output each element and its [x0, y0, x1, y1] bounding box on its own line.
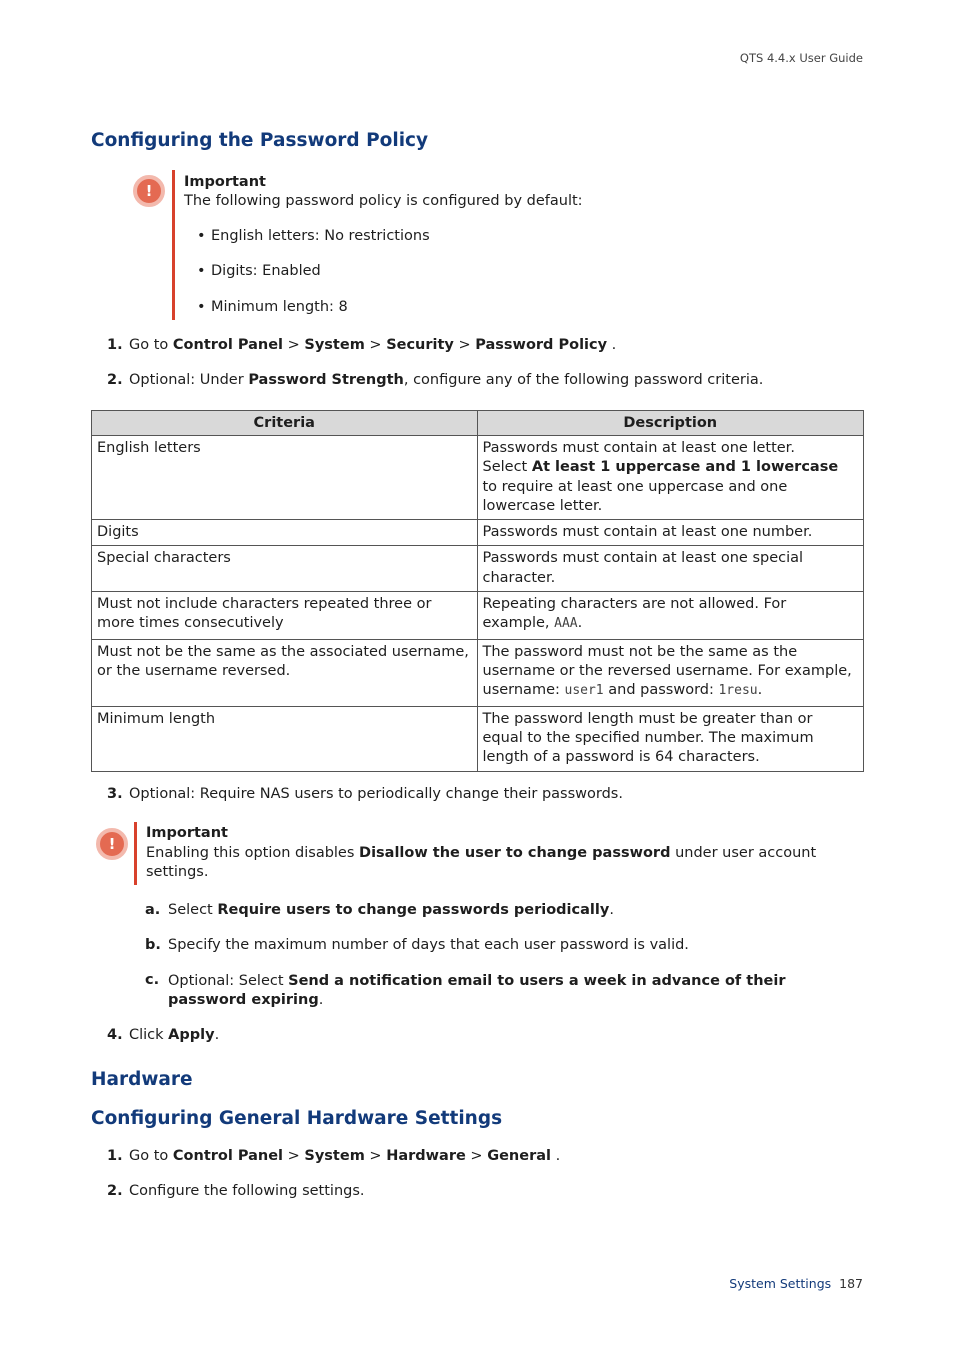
footer-section: System Settings — [729, 1276, 832, 1291]
note-text: Enabling this option disables Disallow the user to change password under user account settings. — [146, 845, 817, 881]
note-title: Important — [184, 174, 266, 190]
page-footer — [729, 1276, 863, 1291]
table-cell: Special characters — [92, 546, 478, 591]
table-row — [92, 436, 864, 520]
note-bar — [134, 822, 137, 885]
table-cell: Repeating characters are not allowed. For example, AAA. — [477, 591, 864, 639]
table-row — [92, 520, 864, 546]
subsection-heading: Configuring General Hardware Settings — [91, 1108, 503, 1129]
running-header: QTS 4.4.x User Guide — [739, 51, 863, 65]
table-cell: Passwords must contain at least one number. — [477, 520, 864, 546]
table-cell: Minimum length — [92, 706, 478, 771]
table-row — [92, 591, 864, 639]
section-heading: Hardware — [91, 1069, 193, 1090]
table-header-row — [92, 411, 864, 436]
important-icon: ! — [96, 828, 128, 860]
column-header: Criteria — [92, 411, 478, 436]
page-number: 187 — [839, 1276, 863, 1291]
table-cell: English letters — [92, 436, 478, 520]
table-cell: The password must not be the same as the username or the reversed username. For example, username: user1 and password: 1resu. — [477, 639, 864, 706]
section-heading: Configuring the Password Policy — [91, 130, 429, 151]
table-cell: Passwords must contain at least one special character. — [477, 546, 864, 591]
table-cell: Digits — [92, 520, 478, 546]
table-row — [92, 546, 864, 591]
note-bar — [172, 170, 175, 320]
table-cell: Must not include characters repeated three or more times consecutively — [92, 591, 478, 639]
table-cell: Passwords must contain at least one letter. Select At least 1 uppercase and 1 lowercase to require at least one uppercase and one lowercase letter. — [477, 436, 864, 520]
important-icon: ! — [133, 175, 165, 207]
table-row — [92, 706, 864, 771]
table-row — [92, 639, 864, 706]
criteria-table — [91, 410, 864, 772]
column-header: Description — [477, 411, 864, 436]
table-cell: The password length must be greater than or equal to the specified number. The maximum length of a password is 64 characters. — [477, 706, 864, 771]
note-text: The following password policy is configured by default: — [184, 193, 583, 209]
table-cell: Must not be the same as the associated username, or the username reversed. — [92, 639, 478, 706]
note-title: Important — [146, 825, 228, 841]
